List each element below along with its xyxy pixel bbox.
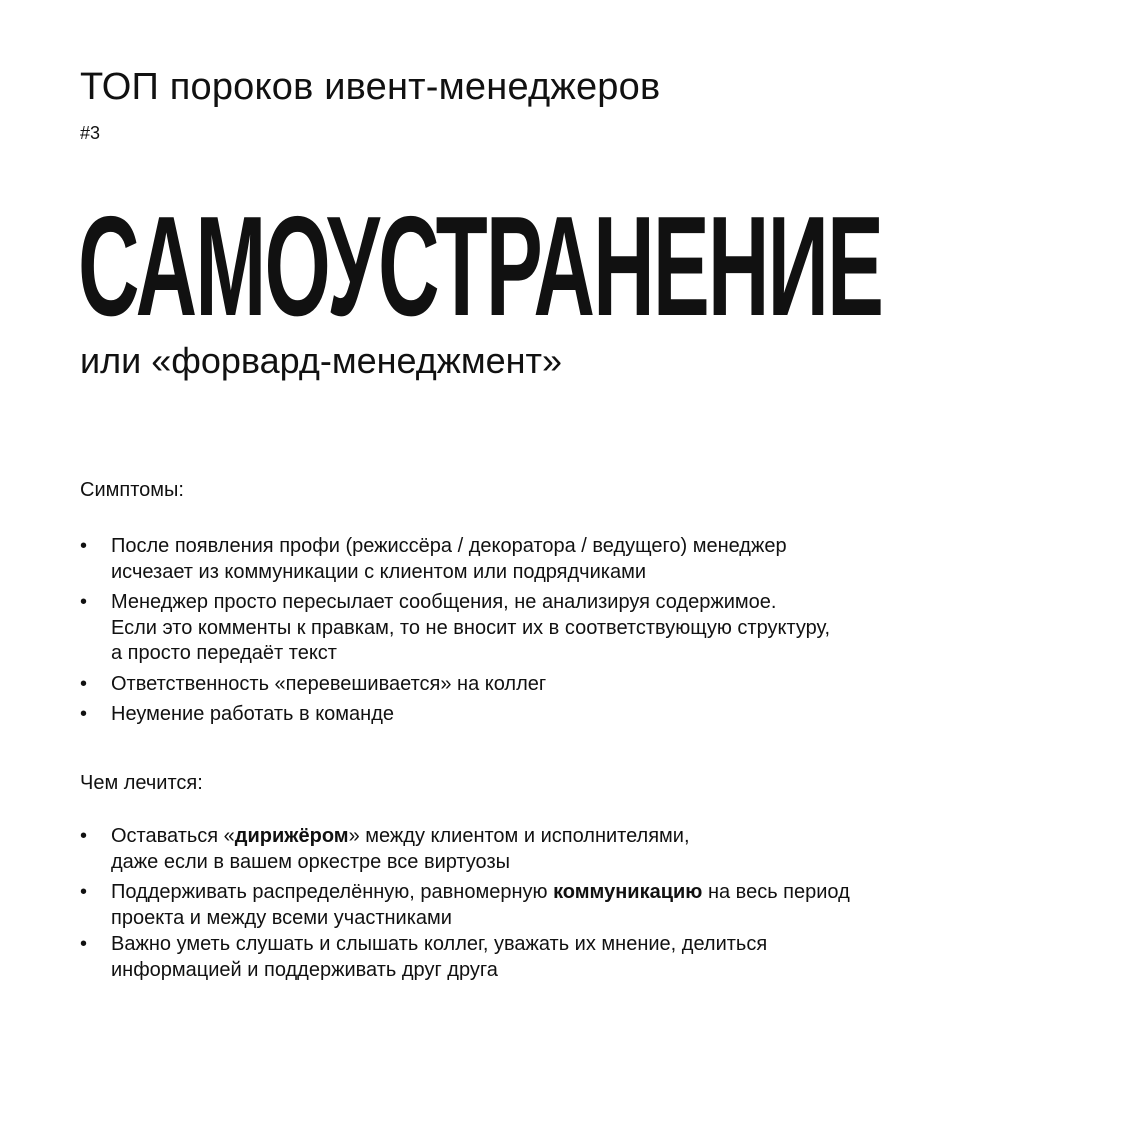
symptom-line: Если это комменты к правкам, то не вносит их в соответствующую структуру,: [111, 616, 831, 639]
symptoms-list: [80, 534, 1080, 733]
symptom-line: Неумение работать в команде: [111, 703, 395, 725]
treatment-line: информацией и поддерживать друг друга: [111, 958, 498, 981]
emphasis-text: дирижёром: [234, 825, 349, 847]
text-run: » между клиентом и исполнителями,: [348, 825, 690, 847]
bullet-icon: •: [80, 535, 88, 557]
bullet-icon: •: [80, 933, 88, 955]
symptom-line: Ответственность «перевешивается» на коллег: [111, 672, 547, 695]
bullet-icon: •: [80, 672, 88, 695]
symptom-item: [80, 672, 1080, 698]
symptom-item: [80, 702, 1080, 728]
treatment-line: [111, 932, 1080, 958]
bullet-icon: •: [80, 703, 88, 725]
series-title: ТОП пороков ивент-менеджеров: [80, 66, 661, 108]
bullet-icon: •: [80, 881, 88, 903]
emphasis-text: коммуникацию: [553, 881, 703, 903]
treatment-list: [80, 824, 1080, 988]
treatment-item: [80, 824, 1080, 875]
headline: САМОУСТРАНЕНИЕ: [78, 187, 883, 346]
symptoms-label: Симптомы:: [80, 479, 184, 501]
treatment-line: проекта и между всеми участниками: [111, 906, 452, 929]
symptom-item: [80, 590, 1080, 667]
symptom-item: [80, 534, 1080, 585]
treatment-line: даже если в вашем оркестре все виртуозы: [111, 850, 511, 873]
text-run: Важно уметь слушать и слышать коллег, уважать их мнение, делиться: [111, 933, 768, 955]
text-run: на весь период: [702, 881, 850, 903]
text-run: Оставаться «: [111, 825, 235, 847]
text-run: Поддерживать распределённую, равномерную: [111, 881, 554, 903]
bullet-icon: •: [80, 591, 88, 613]
symptom-line: а просто передаёт текст: [111, 642, 337, 664]
symptom-line: исчезает из коммуникации с клиентом или подрядчиками: [111, 560, 647, 583]
symptom-line: После появления профи (режиссёра / декоратора / ведущего) менеджер: [111, 535, 787, 557]
treatment-line: [111, 824, 1080, 850]
treatment-line: [111, 880, 1080, 906]
symptom-line: Менеджер просто пересылает сообщения, не анализируя содержимое.: [111, 591, 777, 613]
bullet-icon: •: [80, 825, 88, 847]
subtitle: или «форвард-менеджмент»: [80, 340, 562, 381]
issue-number: #3: [80, 123, 101, 143]
treatment-label: Чем лечится:: [80, 772, 203, 794]
treatment-item: [80, 880, 1080, 931]
treatment-item: [80, 932, 1080, 983]
